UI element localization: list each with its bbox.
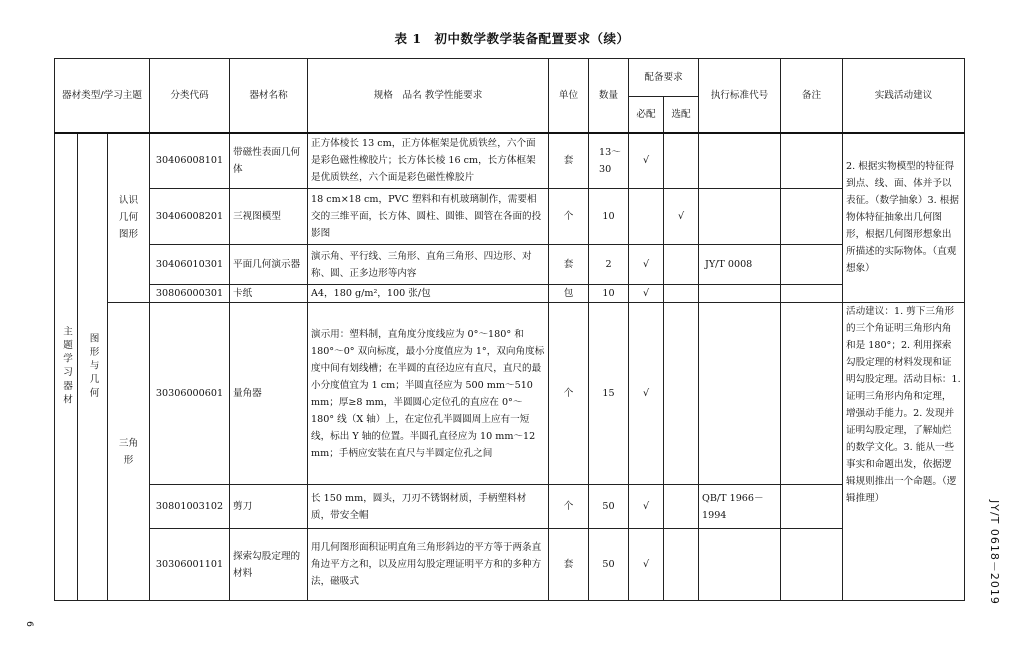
cell-spec: 18 cm×18 cm，PVC 塑料和有机玻璃制作，需要相交的三维平面，长方体、圆柱、圆锥、圆管在各面的投影图 (308, 189, 549, 245)
practice-triangle: 活动建议：1. 剪下三角形的三个角证明三角形内角和是 180°；2. 利用探索勾股定理的材料发现和证明勾股定理。活动目标：1. 证明三角形内角和定理，增强动手能力。2. 发现并证明勾股定理，了解灿烂的数学文化。3. 能从一些事实和命题出发，依据逻辑规则推出一个命题。（逻辑推理） (843, 303, 965, 601)
cell-standard: QB/T 1966－1994 (699, 485, 781, 529)
page-number: 6 (23, 621, 34, 627)
cell-must: √ (629, 245, 664, 285)
header-row (55, 59, 965, 97)
cell-unit: 套 (549, 133, 589, 189)
cell-must: √ (629, 485, 664, 529)
cell-remark (781, 189, 843, 245)
practice-geometry: 2. 根据实物模型的特征得到点、线、面、体并予以表征。（数学抽象）3. 根据物体特征抽象出几何图形，根据几何图形想象出所描述的实际物体。（直观想象） (843, 133, 965, 303)
cell-optional (664, 303, 699, 485)
cell-spec: 用几何图形面积证明直角三角形斜边的平方等于两条直角边平方之和，以及应用勾股定理证明平方和的多种方法，磁吸式 (308, 529, 549, 601)
table-row (55, 485, 965, 529)
table-row (55, 285, 965, 303)
cell-must: √ (629, 303, 664, 485)
cell-optional: √ (664, 189, 699, 245)
header-type: 器材类型/学习主题 (55, 59, 150, 133)
cell-code: 30306001101 (150, 529, 230, 601)
cell-qty: 10 (589, 189, 629, 245)
cell-remark (781, 529, 843, 601)
header-unit: 单位 (549, 59, 589, 133)
table-title: 表 1 初中数学教学装备配置要求（续） (394, 31, 630, 46)
cell-name: 探索勾股定理的材料 (230, 529, 308, 601)
cell-must: √ (629, 133, 664, 189)
cell-qty: 50 (589, 529, 629, 601)
table-row (55, 529, 965, 601)
cell-remark (781, 285, 843, 303)
table-row (55, 133, 965, 189)
header-practice: 实践活动建议 (843, 59, 965, 133)
header-name: 器材名称 (230, 59, 308, 133)
cell-spec: 正方体棱长 13 cm，正方体框架是优质铁丝，六个面是彩色磁性橡胶片；长方体长棱 16 cm，长方体框架是优质铁丝，六个面是彩色磁性橡胶片 (308, 133, 549, 189)
cell-standard (699, 303, 781, 485)
cell-optional (664, 529, 699, 601)
cell-unit: 套 (549, 245, 589, 285)
cell-standard (699, 189, 781, 245)
cell-code: 30406008101 (150, 133, 230, 189)
equipment-table (54, 58, 965, 601)
cell-remark (781, 303, 843, 485)
header-standard: 执行标准代号 (699, 59, 781, 133)
cell-optional (664, 133, 699, 189)
cell-qty: 2 (589, 245, 629, 285)
cell-qty: 10 (589, 285, 629, 303)
cell-code: 30801003102 (150, 485, 230, 529)
cell-standard (699, 133, 781, 189)
cell-name: 三视图模型 (230, 189, 308, 245)
header-config: 配备要求 (629, 59, 699, 97)
cell-standard (699, 285, 781, 303)
cell-unit: 包 (549, 285, 589, 303)
cell-must (629, 189, 664, 245)
cell-optional (664, 485, 699, 529)
group-level1: 主题学习器材 (55, 133, 78, 601)
header-qty: 数量 (589, 59, 629, 133)
header-remark: 备注 (781, 59, 843, 133)
document-code-side-label: JY/T 0618－2019 (988, 500, 1001, 605)
table-row (55, 189, 965, 245)
cell-unit: 套 (549, 529, 589, 601)
cell-name: 卡纸 (230, 285, 308, 303)
cell-unit: 个 (549, 485, 589, 529)
cell-code: 30806000301 (150, 285, 230, 303)
cell-standard (699, 529, 781, 601)
table-row (55, 245, 965, 285)
table-row (55, 303, 965, 485)
cell-optional (664, 285, 699, 303)
cell-qty: 13～30 (589, 133, 629, 189)
cell-standard: JY/T 0008 (699, 245, 781, 285)
cell-qty: 50 (589, 485, 629, 529)
cell-remark (781, 133, 843, 189)
cell-must: √ (629, 529, 664, 601)
cell-optional (664, 245, 699, 285)
group-sub1: 认识几何图形 (108, 133, 150, 303)
header-optional: 选配 (664, 97, 699, 133)
cell-code: 30406008201 (150, 189, 230, 245)
cell-spec: 演示角、平行线、三角形、直角三角形、四边形、对称、圆、正多边形等内容 (308, 245, 549, 285)
cell-spec: 长 150 mm，圆头，刀刃不锈钢材质，手柄塑料材质，带安全帽 (308, 485, 549, 529)
cell-spec: 演示用：塑料制，直角度分度线应为 0°～180° 和 180°～0° 双向标度，最小分度值应为 1°，双向角度标度中间有划线槽；在半圆的直径边应有直尺，直尺的最小分度值宜为 1 cm；半圆直径应为 500 mm～510 mm；厚≥8 mm，半圆圆心定位孔的直应在 0°～180° 线（X 轴）上，在定位孔半圆圆周上应有一短线，标出 Y 轴的位置。半圆孔直径应为 10 mm～12 mm；手柄应安装在直尺与半圆定位孔之间 (308, 303, 549, 485)
cell-spec: A4，180 g/m²，100 张/包 (308, 285, 549, 303)
cell-remark (781, 245, 843, 285)
header-spec: 规格 品名 教学性能要求 (308, 59, 549, 133)
cell-name: 带磁性表面几何体 (230, 133, 308, 189)
cell-unit: 个 (549, 303, 589, 485)
cell-name: 剪刀 (230, 485, 308, 529)
header-must: 必配 (629, 97, 664, 133)
group-sub2: 三角形 (108, 303, 150, 601)
cell-name: 平面几何演示器 (230, 245, 308, 285)
cell-unit: 个 (549, 189, 589, 245)
cell-code: 30306000601 (150, 303, 230, 485)
cell-code: 30406010301 (150, 245, 230, 285)
group-level2: 图形与几何 (78, 133, 108, 601)
cell-must: √ (629, 285, 664, 303)
cell-remark (781, 485, 843, 529)
cell-qty: 15 (589, 303, 629, 485)
cell-name: 量角器 (230, 303, 308, 485)
header-code: 分类代码 (150, 59, 230, 133)
